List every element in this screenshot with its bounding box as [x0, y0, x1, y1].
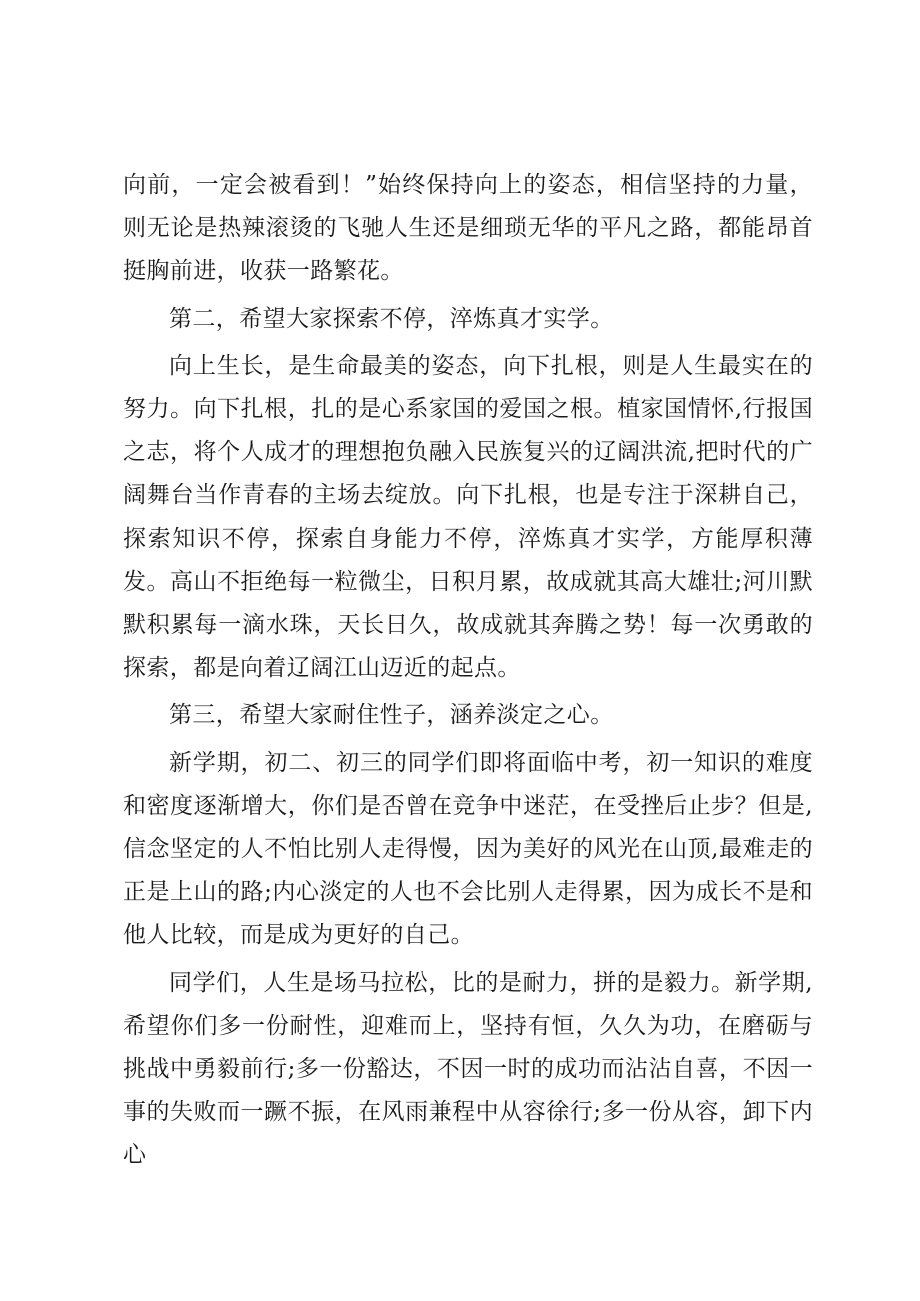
paragraph-continuation: 向前，一定会被看到！”始终保持向上的姿态，相信坚持的力量，则无论是热辣滚烫的飞驰人生还是细琐无华的平凡之路，都能昂首挺胸前进，收获一路繁花。: [123, 172, 813, 285]
paragraph-marathon: 同学们，人生是场马拉松，比的是耐力，拼的是毅力。新学期,希望你们多一份耐性，迎难而上，坚持有恒，久久为功，在磨砺与挑战中勇毅前行;多一份豁达，不因一时的成功而沾沾自喜，不因一事的失败而一蹶不振，在风雨兼程中从容徐行;多一份从容，卸下内心: [123, 969, 813, 1169]
paragraph-heading-second: 第二，希望大家探索不停，淬炼真才实学。: [169, 305, 614, 332]
document-body: [123, 164, 813, 1178]
paragraph-new-semester: 新学期，初二、初三的同学们即将面临中考，初一知识的难度和密度逐渐增大，你们是否曾在竞争中迷茫，在受挫后止步？但是,信念坚定的人不怕比别人走得慢，因为美好的风光在山顶,最难走的正是上山的路;内心淡定的人也不会比别人走得累，因为成长不是和他人比较，而是成为更好的自己。: [123, 749, 813, 949]
paragraph-grow-upward: 向上生长，是生命最美的姿态，向下扎根，则是人生最实在的努力。向下扎根，扎的是心系家国的爱国之根。植家国情怀,行报国之志，将个人成才的理想抱负融入民族复兴的辽阔洪流,把时代的广阔舞台当作青春的主场去绽放。向下扎根，也是专注于深耕自己，探索知识不停，探索自身能力不停，淬炼真才实学，方能厚积薄发。高山不拒绝每一粒微尘，日积月累，故成就其高大雄壮;河川默默积累每一滴水珠，天长日久，故成就其奔腾之势！每一次勇敢的探索，都是向着辽阔江山迈近的起点。: [123, 352, 813, 682]
paragraph-heading-third: 第三，希望大家耐住性子，涵养淡定之心。: [169, 702, 614, 729]
